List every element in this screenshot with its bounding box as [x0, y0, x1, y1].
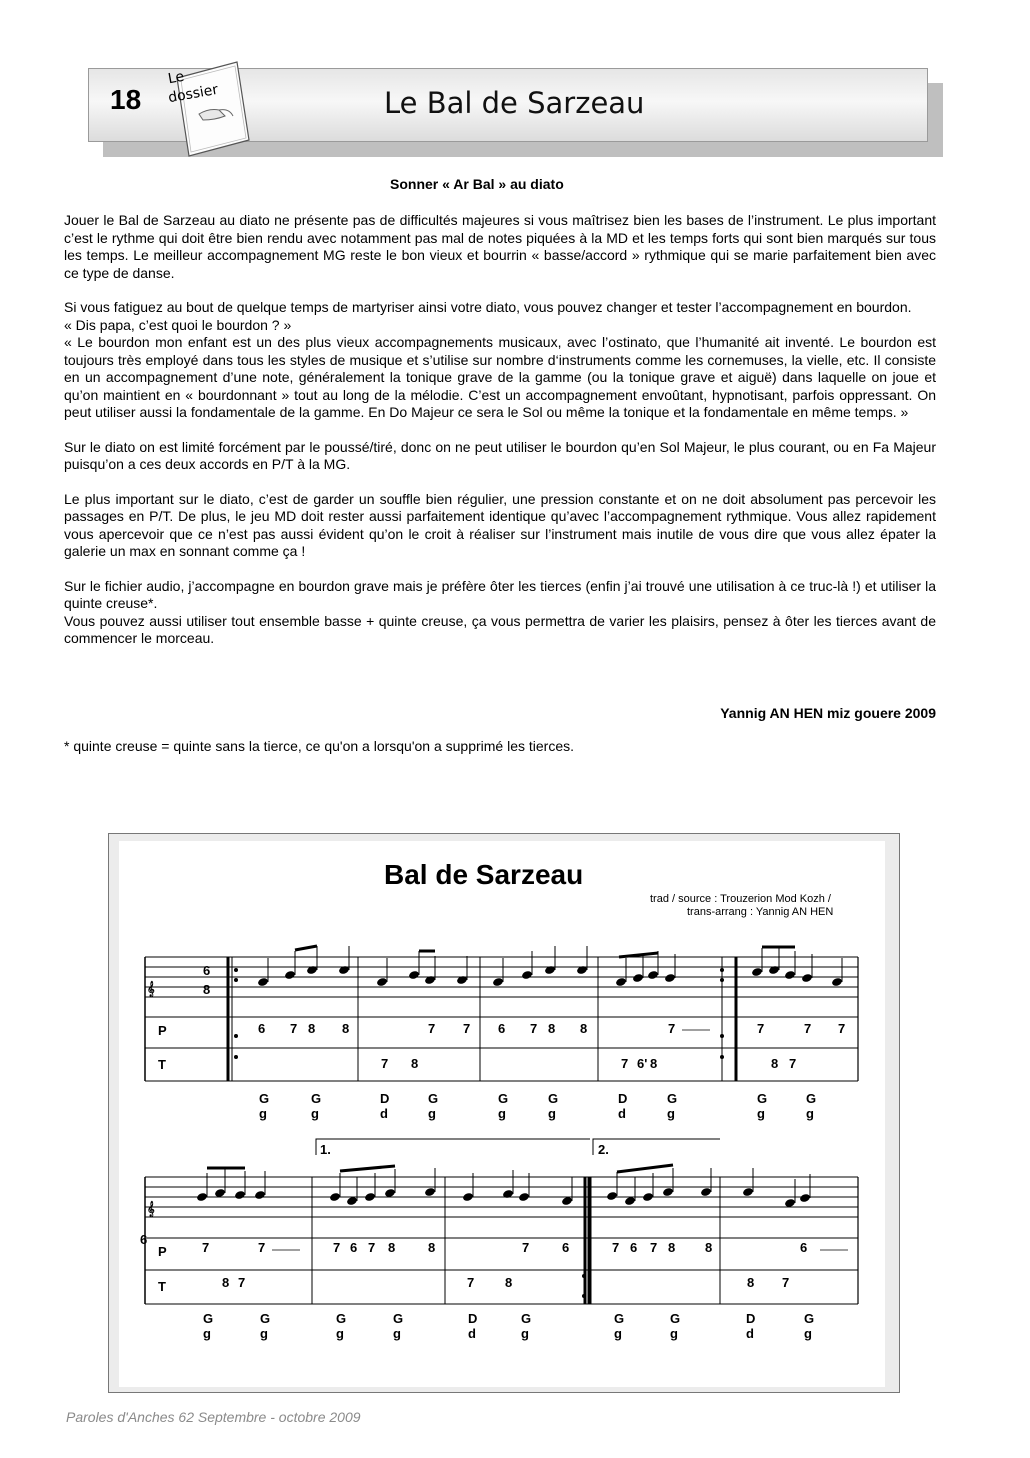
push-row-label: P — [158, 1244, 167, 1259]
chord-lower: g — [757, 1106, 765, 1121]
chord-lower: g — [259, 1106, 267, 1121]
push-button-number: 8 — [308, 1021, 316, 1036]
chord-upper: G — [498, 1091, 509, 1106]
note-head — [700, 1187, 712, 1197]
push-button-number: 8 — [580, 1021, 588, 1036]
pull-button-number: 8 — [222, 1275, 230, 1290]
pull-button-number: 8 — [747, 1275, 755, 1290]
push-button-number: 7 — [838, 1021, 846, 1036]
repeat-dot — [582, 1274, 586, 1278]
note-head — [662, 1187, 674, 1197]
note-head — [502, 1189, 514, 1199]
pull-button-number: 7 — [789, 1056, 797, 1071]
push-button-number: 7 — [804, 1021, 812, 1036]
push-button-number: 8 — [548, 1021, 556, 1036]
repeat-dot — [720, 978, 724, 982]
note-head — [518, 1192, 530, 1202]
chord-upper: D — [746, 1311, 756, 1326]
note-head — [576, 965, 588, 975]
repeat-dot — [582, 1294, 586, 1298]
chord-lower: g — [670, 1326, 678, 1341]
note-head — [615, 977, 627, 987]
chord-lower: g — [498, 1106, 506, 1121]
chord-upper: G — [428, 1091, 439, 1106]
score-title: Bal de Sarzeau — [384, 859, 584, 890]
note-head — [768, 965, 780, 975]
chord-upper: G — [336, 1311, 347, 1326]
repeat-dot — [234, 978, 238, 982]
note-head — [799, 1193, 811, 1203]
note-head — [284, 970, 296, 980]
pull-button-number: 7 — [467, 1275, 475, 1290]
chord-upper: G — [806, 1091, 817, 1106]
note-head — [606, 1191, 618, 1201]
paragraph-text: Le plus important sur le diato, c’est de garder un souffle bien régulier, une pression constante et on ne doit absolument pas percevoir les passages en P/T. De plus, le jeu MD doit rester aussi parfaitement identique qu’avec l’accompagnement rythmique. Vous allez rapidement vous apercevoir que ce n’est pas aussi évident qu’on le croit à réaliser sur l’instrument mais inutile de vous dire que vous allez épater la galerie un max en sonnant comme ça ! — [64, 490, 936, 559]
volta-2-bracket — [593, 1139, 720, 1155]
chord-lower: g — [336, 1326, 344, 1341]
paragraph-text: Si vous fatiguez au bout de quelque temps de martyriser ainsi votre diato, vous pouvez changer et tester l’accompagnement en bourdon. — [64, 299, 912, 315]
note-head — [234, 1190, 246, 1200]
push-button-number: 7 — [463, 1021, 471, 1036]
chord-lower: d — [380, 1106, 388, 1121]
note-head — [784, 970, 796, 980]
push-button-number: 7 — [202, 1240, 210, 1255]
note-head — [254, 1190, 266, 1200]
note-head — [462, 1192, 474, 1202]
pull-button-number: 8 — [771, 1056, 779, 1071]
chord-upper: G — [311, 1091, 322, 1106]
note-head — [306, 965, 318, 975]
chord-upper: G — [203, 1311, 214, 1326]
push-button-number: 7 — [428, 1021, 436, 1036]
repeat-dot — [234, 1055, 238, 1059]
chord-lower: g — [667, 1106, 675, 1121]
note-head — [424, 975, 436, 985]
paragraph-text: « Le bourdon mon enfant est un des plus vieux accompagnements musicaux, avec l’ostinato, que l’humanité ait inventé. Le bourdon est toujours très employé dans tous les styles de musique et s’utilise sur nombre d‘instruments comme les cornemuses, la vielle, etc. Il consiste en un accompagnement d’une note, généralement la tonique grave de la gamme (ou la tonique grave et aiguë) dans laquelle on joue et qu’on maintient en « bourdonnant » tout au long de la mélodie. C’est un accompagnement envoûtant, hypnotisant, parfois oppressant. On peut utiliser aussi la fondamentale de la gamme. En Do Majeur ce sera le Sol ou même la tonique et la fondamentale en même temps. » — [64, 334, 936, 420]
chord-lower: g — [203, 1326, 211, 1341]
chord-upper: D — [618, 1091, 628, 1106]
note-head — [801, 973, 813, 983]
chord-lower: g — [393, 1326, 401, 1341]
repeat-dot — [720, 1055, 724, 1059]
beam — [295, 946, 317, 950]
note-head — [376, 977, 388, 987]
folder-label-line2: dossier — [166, 81, 220, 107]
push-button-number: 7 — [258, 1240, 266, 1255]
chord-upper: G — [259, 1091, 270, 1106]
push-button-number: 7 — [333, 1240, 341, 1255]
note-head — [424, 1187, 436, 1197]
chord-upper: D — [468, 1311, 478, 1326]
pull-button-number: 7 — [238, 1275, 246, 1290]
chord-upper: G — [670, 1311, 681, 1326]
treble-clef: 𝄞 — [147, 981, 155, 996]
note-head — [742, 1187, 754, 1197]
volta-1-label: 1. — [320, 1142, 331, 1157]
push-button-number: 7 — [650, 1240, 658, 1255]
score-source: trad / source : Trouzerion Mod Kozh / — [650, 893, 831, 905]
chord-lower: g — [614, 1326, 622, 1341]
chord-lower: g — [260, 1326, 268, 1341]
chord-upper: G — [757, 1091, 768, 1106]
chord-upper: G — [521, 1311, 532, 1326]
score-arranger: trans-arrang : Yannig AN HEN — [687, 906, 834, 918]
author-signature: Yannig AN HEN miz gouere 2009 — [720, 705, 936, 721]
chord-upper: D — [380, 1091, 390, 1106]
treble-clef: 𝄞 — [147, 1201, 155, 1216]
time-signature-top: 6 — [203, 963, 211, 978]
note-head — [751, 967, 763, 977]
chord-upper: G — [804, 1311, 815, 1326]
chord-upper: G — [548, 1091, 559, 1106]
paragraph-text: « Dis papa, c’est quoi le bourdon ? » — [64, 316, 292, 333]
note-head — [664, 973, 676, 983]
footnote: * quinte creuse = quinte sans la tierce, ce qu'on a lorsqu'on a supprimé les tierces. — [64, 738, 575, 754]
note-head — [338, 965, 350, 975]
note-head — [364, 1192, 376, 1202]
push-button-number: 7 — [668, 1021, 676, 1036]
chord-upper: G — [614, 1311, 625, 1326]
note-head — [831, 977, 843, 987]
push-button-number: 7 — [368, 1240, 376, 1255]
beam — [340, 1166, 395, 1171]
chord-upper: G — [393, 1311, 404, 1326]
note-head — [632, 973, 644, 983]
push-button-number: 8 — [388, 1240, 396, 1255]
chord-lower: g — [548, 1106, 556, 1121]
push-button-number: 8 — [342, 1021, 350, 1036]
push-button-number: 6 — [350, 1240, 358, 1255]
chord-lower: g — [804, 1326, 812, 1341]
measure-number: 6 — [140, 1232, 148, 1247]
push-button-number: 6 — [800, 1240, 808, 1255]
pull-button-number: 6' — [637, 1056, 648, 1071]
page-number: 18 — [110, 84, 142, 115]
pull-button-number: 8 — [411, 1056, 419, 1071]
pull-button-number: 8 — [505, 1275, 513, 1290]
note-head — [642, 1192, 654, 1202]
folder-label-line1: Le — [166, 68, 186, 88]
time-signature-bottom: 8 — [203, 982, 211, 997]
paragraph-text: Sur le fichier audio, j’accompagne en bourdon grave mais je préfère ôter les tierces (enfin j’ai trouvé une utilisation à ce truc-là !) et utiliser la quinte creuse*. — [64, 577, 936, 611]
push-button-number: 6 — [498, 1021, 506, 1036]
chord-lower: d — [618, 1106, 626, 1121]
chord-upper: G — [667, 1091, 678, 1106]
push-button-number: 8 — [428, 1240, 436, 1255]
push-button-number: 7 — [612, 1240, 620, 1255]
push-button-number: 6 — [258, 1021, 266, 1036]
note-head — [492, 977, 504, 987]
repeat-dot — [720, 968, 724, 972]
note-head — [544, 965, 556, 975]
note-head — [329, 1192, 341, 1202]
paragraph-text: Sur le diato on est limité forcément par le poussé/tiré, donc on ne peut utiliser le bourdon qu’en Sol Majeur, le plus courant, ou en Fa Majeur puisqu’on a ces deux accords en P/T à la MG. — [64, 438, 936, 472]
push-button-number: 6 — [562, 1240, 570, 1255]
repeat-dot — [234, 1034, 238, 1038]
chord-lower: g — [806, 1106, 814, 1121]
push-row-label: P — [158, 1023, 167, 1038]
chord-lower: g — [521, 1326, 529, 1341]
chord-lower: d — [468, 1326, 476, 1341]
push-button-number: 8 — [668, 1240, 676, 1255]
chord-lower: d — [746, 1326, 754, 1341]
article-subtitle: Sonner « Ar Bal » au diato — [390, 176, 564, 192]
chord-lower: g — [428, 1106, 436, 1121]
chord-lower: g — [311, 1106, 319, 1121]
note-head — [647, 970, 659, 980]
pull-row-label: T — [158, 1279, 166, 1294]
beam — [619, 953, 658, 957]
chord-upper: G — [260, 1311, 271, 1326]
pull-button-number: 7 — [621, 1056, 629, 1071]
push-button-number: 7 — [290, 1021, 298, 1036]
note-head — [257, 977, 269, 987]
repeat-dot — [234, 968, 238, 972]
note-head — [456, 975, 468, 985]
paragraph-text: Jouer le Bal de Sarzeau au diato ne présente pas de difficultés majeures si vous maîtrisez bien les bases de l’instrument. Le plus important c’est le rythme qui doit être bien rendu avec notamment pas mal de notes piquées à la MD et les temps forts qui sont bien marqués sur tous les temps. Le meilleur accompagnement MG reste le bon vieux et bourrin « basse/accord » rythmique qui se marie parfaitement bien avec ce type de danse. — [64, 212, 936, 281]
volta-2-label: 2. — [598, 1142, 609, 1157]
repeat-dot — [720, 1034, 724, 1038]
note-head — [408, 970, 420, 980]
note-head — [196, 1192, 208, 1202]
beam — [617, 1165, 673, 1172]
volta-1-bracket — [316, 1139, 590, 1155]
push-button-number: 7 — [757, 1021, 765, 1036]
push-button-number: 7 — [522, 1240, 530, 1255]
paragraph-text: Vous pouvez aussi utiliser tout ensemble basse + quinte creuse, ça vous permettra de varier les plaisirs, pensez à ôter les tierces avant de commencer le morceau. — [64, 612, 936, 646]
pull-row-label: T — [158, 1057, 166, 1072]
pull-button-number: 7 — [782, 1275, 790, 1290]
push-button-number: 6 — [630, 1240, 638, 1255]
pull-button-number: 8 — [650, 1056, 658, 1071]
footer-credit: Paroles d'Anches 62 Septembre - octobre 2009 — [66, 1409, 361, 1425]
push-button-number: 8 — [705, 1240, 713, 1255]
page-title: Le Bal de Sarzeau — [384, 86, 645, 120]
pull-button-number: 7 — [381, 1056, 389, 1071]
push-button-number: 7 — [530, 1021, 538, 1036]
note-head — [521, 970, 533, 980]
